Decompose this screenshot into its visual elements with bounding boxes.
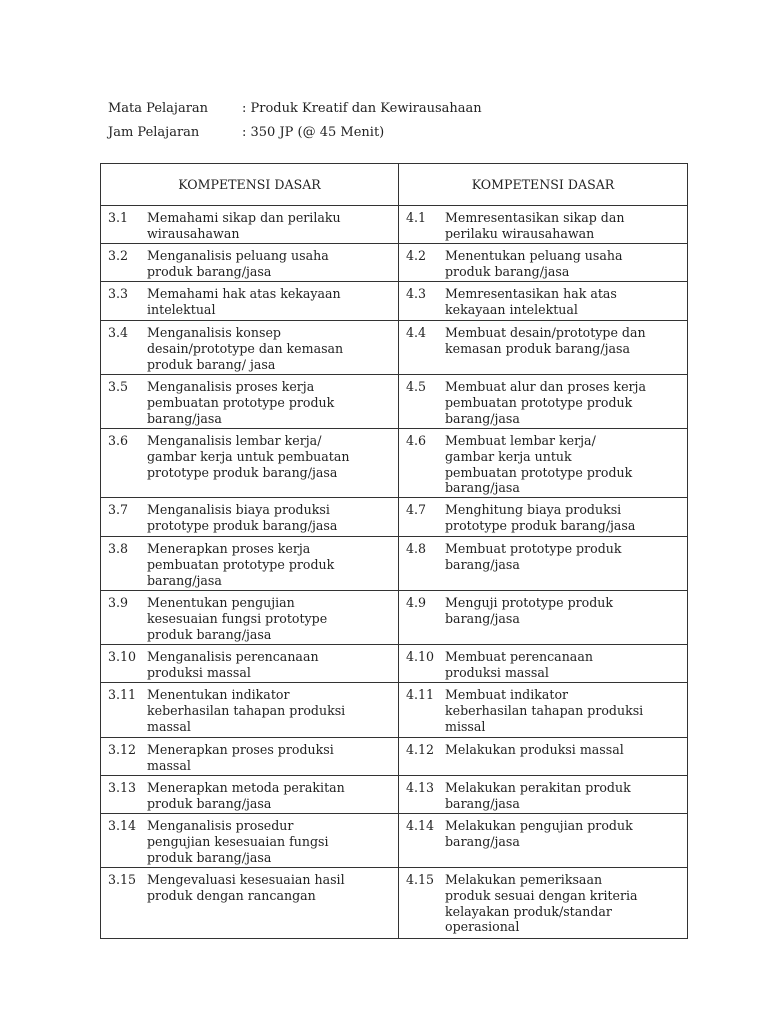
competency-number: 3.8 — [108, 541, 129, 556]
competency-text-line: Menerapkan metoda perakitan — [147, 780, 345, 795]
competency-text-line: barang/jasa — [445, 480, 520, 496]
competency-cell-right — [399, 429, 688, 498]
competency-cell-left — [101, 537, 399, 591]
competency-text-line: Memresentasikan sikap dan — [445, 210, 625, 225]
competency-text-line: keberhasilan tahapan produksi — [445, 702, 644, 718]
competency-cell-right — [399, 537, 688, 591]
competency-text-line: Menganalisis proses kerja — [147, 379, 315, 394]
competency-text — [445, 649, 687, 681]
competency-number: 4.5 — [406, 379, 427, 394]
competency-text-line: Memresentasikan hak atas — [445, 286, 617, 301]
competency-cell-right — [399, 868, 688, 939]
competency-text — [147, 818, 398, 865]
competency-text — [147, 379, 398, 426]
competency-cell-left — [101, 321, 399, 375]
table-row — [101, 683, 688, 738]
competency-number: 4.12 — [406, 742, 435, 757]
competency-text — [445, 742, 687, 758]
competency-text-line: Menentukan pengujian — [147, 595, 295, 610]
competency-text — [147, 649, 398, 681]
competency-text-line: Menganalisis konsep — [147, 325, 281, 340]
competency-number: 4.6 — [406, 433, 427, 448]
competency-cell-left — [101, 206, 399, 244]
competency-text-line: produksi massal — [445, 664, 549, 680]
competency-number: 4.8 — [406, 541, 427, 556]
table-row — [101, 868, 688, 939]
table-body — [101, 206, 688, 939]
competency-text-line: barang/jasa — [445, 610, 520, 626]
competency-text-line: Menguji prototype produk — [445, 595, 614, 610]
competency-cell-left — [101, 591, 399, 645]
competency-text-line: perilaku wirausahawan — [445, 225, 595, 241]
competency-number: 3.14 — [108, 818, 137, 833]
header-right: KOMPETENSI DASAR — [399, 164, 688, 206]
table-row — [101, 206, 688, 244]
competency-text-line: kesesuaian fungsi prototype — [147, 610, 328, 626]
competency-number: 3.13 — [108, 780, 137, 795]
table-row — [101, 375, 688, 429]
competency-text-line: Membuat desain/prototype dan — [445, 325, 646, 340]
competency-text-line: Menentukan indikator — [147, 687, 290, 702]
competency-cell-left — [101, 429, 399, 498]
table-row — [101, 645, 688, 683]
competency-cell-right — [399, 282, 688, 321]
competency-number: 4.10 — [406, 649, 435, 664]
subject-value: : Produk Kreatif dan Kewirausahaan — [242, 101, 482, 116]
competency-text-line: Memahami sikap dan perilaku — [147, 210, 341, 225]
table-row — [101, 814, 688, 868]
competency-text-line: barang/jasa — [147, 410, 222, 426]
competency-text-line: desain/prototype dan kemasan — [147, 340, 344, 356]
competency-text-line: Membuat perencanaan — [445, 649, 593, 664]
competency-text-line: massal — [147, 718, 191, 734]
competency-text — [445, 433, 687, 496]
table-row — [101, 537, 688, 591]
competency-text-line: Membuat lembar kerja/ — [445, 433, 596, 448]
competency-cell-right — [399, 206, 688, 244]
competency-cell-right — [399, 498, 688, 537]
competency-text-line: barang/jasa — [445, 795, 520, 811]
competency-text — [445, 325, 687, 357]
competency-text-line: Membuat indikator — [445, 687, 569, 702]
competency-cell-left — [101, 738, 399, 776]
competency-number: 4.15 — [406, 872, 435, 887]
competency-cell-left — [101, 645, 399, 683]
competency-text-line: Melakukan perakitan produk — [445, 780, 631, 795]
competency-text-line: Menganalisis lembar kerja/ — [147, 433, 322, 448]
competency-text-line: intelektual — [147, 301, 216, 317]
header-left: KOMPETENSI DASAR — [101, 164, 399, 206]
competency-text — [445, 502, 687, 534]
competency-cell-right — [399, 738, 688, 776]
competency-text-line: pengujian kesesuaian fungsi — [147, 833, 329, 849]
competency-text — [147, 541, 398, 588]
competency-text-line: barang/jasa — [445, 833, 520, 849]
competency-text-line: produksi massal — [147, 664, 251, 680]
hours-label: Jam Pelajaran — [108, 125, 200, 140]
competency-text — [445, 872, 687, 935]
table-row — [101, 244, 688, 282]
competency-text-line: prototype produk barang/jasa — [147, 464, 338, 480]
competency-number: 4.1 — [406, 210, 427, 225]
competency-text-line: produk barang/jasa — [147, 795, 272, 811]
competency-text-line: kelayakan produk/standar — [445, 903, 612, 919]
hours-value: : 350 JP (@ 45 Menit) — [242, 125, 385, 140]
competency-text-line: Melakukan pemeriksaan — [445, 872, 603, 887]
competency-cell-right — [399, 591, 688, 645]
competency-text-line: pembuatan prototype produk — [445, 394, 633, 410]
subject-label: Mata Pelajaran — [108, 101, 209, 116]
competency-text — [147, 687, 398, 734]
competency-text-line: barang/jasa — [445, 410, 520, 426]
competency-text-line: pembuatan prototype produk — [147, 394, 335, 410]
competency-text-line: Menganalisis perencanaan — [147, 649, 319, 664]
competency-text — [445, 687, 687, 734]
competency-number: 4.14 — [406, 818, 435, 833]
competency-text — [445, 818, 687, 850]
competency-text-line: produk barang/jasa — [147, 849, 272, 865]
competency-number: 3.6 — [108, 433, 129, 448]
competency-text-line: produk sesuai dengan kriteria — [445, 887, 638, 903]
competency-number: 3.2 — [108, 248, 129, 263]
competency-text-line: Melakukan produksi massal — [445, 742, 624, 757]
competency-cell-left — [101, 375, 399, 429]
competency-text-line: barang/jasa — [147, 572, 222, 588]
competency-text — [445, 379, 687, 426]
competency-text-line: keberhasilan tahapan produksi — [147, 702, 346, 718]
competency-text-line: Menganalisis biaya produksi — [147, 502, 330, 517]
competency-text-line: pembuatan prototype produk — [445, 464, 633, 480]
competency-number: 3.11 — [108, 687, 137, 702]
competency-text-line: produk barang/ jasa — [147, 356, 276, 372]
competency-text — [147, 433, 398, 480]
competency-text-line: Mengevaluasi kesesuaian hasil — [147, 872, 345, 887]
competency-number: 4.7 — [406, 502, 427, 517]
competency-text — [445, 541, 687, 573]
competency-text-line: operasional — [445, 919, 520, 935]
table-row — [101, 738, 688, 776]
competency-text — [445, 210, 687, 242]
competency-text-line: prototype produk barang/jasa — [147, 517, 338, 533]
competency-text — [147, 325, 398, 372]
competency-text — [445, 780, 687, 812]
competency-text — [445, 248, 687, 280]
competency-number: 3.7 — [108, 502, 129, 517]
table-row — [101, 591, 688, 645]
competency-cell-left — [101, 683, 399, 738]
competency-cell-right — [399, 645, 688, 683]
competency-cell-left — [101, 868, 399, 939]
competency-text-line: Menganalisis peluang usaha — [147, 248, 329, 263]
table-row — [101, 429, 688, 498]
competency-text-line: produk barang/jasa — [147, 263, 272, 279]
competency-text-line: produk dengan rancangan — [147, 887, 316, 903]
competency-text-line: kekayaan intelektual — [445, 301, 578, 317]
competency-text-line: Menerapkan proses produksi — [147, 742, 334, 757]
competency-number: 3.4 — [108, 325, 129, 340]
competency-text — [147, 210, 398, 242]
competency-cell-left — [101, 776, 399, 814]
competency-cell-left — [101, 498, 399, 537]
competency-text — [147, 780, 398, 812]
competency-text — [147, 502, 398, 534]
competency-number: 3.10 — [108, 649, 137, 664]
competency-text-line: Membuat alur dan proses kerja — [445, 379, 646, 394]
competency-number: 3.12 — [108, 742, 137, 757]
competency-cell-right — [399, 321, 688, 375]
competency-text-line: produk barang/jasa — [445, 263, 570, 279]
competency-text-line: massal — [147, 757, 191, 773]
competency-number: 4.2 — [406, 248, 427, 263]
competency-text-line: produk barang/jasa — [147, 626, 272, 642]
competency-text-line: Menghitung biaya produksi — [445, 502, 622, 517]
competency-table — [100, 163, 688, 939]
competency-cell-left — [101, 814, 399, 868]
competency-number: 3.15 — [108, 872, 137, 887]
competency-text-line: Menentukan peluang usaha — [445, 248, 623, 263]
table-row — [101, 282, 688, 321]
competency-text-line: Melakukan pengujian produk — [445, 818, 633, 833]
competency-text-line: Membuat prototype produk — [445, 541, 622, 556]
competency-text-line: Menerapkan proses kerja — [147, 541, 311, 556]
competency-cell-left — [101, 244, 399, 282]
competency-text-line: Menganalisis prosedur — [147, 818, 294, 833]
competency-text-line: prototype produk barang/jasa — [445, 517, 636, 533]
competency-number: 4.3 — [406, 286, 427, 301]
competency-text — [147, 872, 398, 904]
competency-number: 4.11 — [406, 687, 435, 702]
competency-text-line: pembuatan prototype produk — [147, 556, 335, 572]
competency-text — [445, 595, 687, 627]
competency-text-line: missal — [445, 718, 486, 734]
table-row — [101, 776, 688, 814]
table-header-row — [101, 164, 688, 206]
competency-text-line: barang/jasa — [445, 556, 520, 572]
competency-text-line: gambar kerja untuk — [445, 448, 572, 464]
competency-text — [147, 742, 398, 774]
competency-cell-right — [399, 776, 688, 814]
competency-number: 3.9 — [108, 595, 129, 610]
competency-text-line: Memahami hak atas kekayaan — [147, 286, 341, 301]
table-row — [101, 498, 688, 537]
competency-cell-right — [399, 814, 688, 868]
competency-cell-right — [399, 244, 688, 282]
competency-cell-right — [399, 683, 688, 738]
competency-text — [147, 286, 398, 318]
competency-text-line: wirausahawan — [147, 225, 240, 241]
competency-text-line: kemasan produk barang/jasa — [445, 340, 630, 356]
table-row — [101, 321, 688, 375]
competency-cell-right — [399, 375, 688, 429]
competency-text — [147, 248, 398, 280]
competency-number: 4.4 — [406, 325, 427, 340]
competency-text-line: gambar kerja untuk pembuatan — [147, 448, 350, 464]
competency-cell-left — [101, 282, 399, 321]
competency-number: 4.9 — [406, 595, 427, 610]
competency-text — [147, 595, 398, 642]
competency-text — [445, 286, 687, 318]
competency-number: 3.1 — [108, 210, 129, 225]
competency-number: 3.5 — [108, 379, 129, 394]
competency-number: 4.13 — [406, 780, 435, 795]
competency-number: 3.3 — [108, 286, 129, 301]
